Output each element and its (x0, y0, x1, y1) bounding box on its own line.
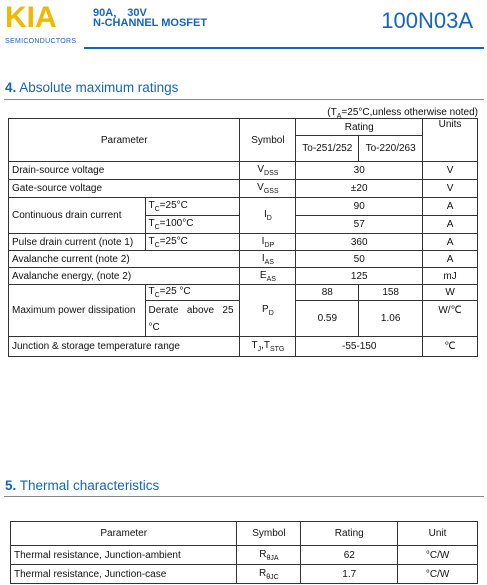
section5-number: 5. (5, 478, 17, 493)
unit-cell: W (423, 285, 478, 301)
symbol-cell: $E_{AS}$ (240, 268, 296, 285)
rating-cell: 1.06 (359, 301, 423, 337)
param-cell: Thermal resistance, Junction-ambient (11, 546, 237, 565)
table-row (9, 180, 478, 198)
symbol-cell: $V_{DSS}$ (240, 162, 296, 180)
param-cell: Maximum power dissipation (9, 285, 146, 337)
unit-cell: V (423, 180, 478, 198)
rating-cell: 1.7 (301, 565, 398, 584)
unit-cell: mJ (423, 268, 478, 285)
table-row (9, 234, 478, 251)
rating-cell: 88 (296, 285, 359, 301)
param-cell: Avalanche energy, (note 2) (9, 268, 240, 285)
rating-cell: 30 (296, 162, 423, 180)
symbol-cell: $I_{DP}$ (240, 234, 296, 251)
header-units: Units (423, 119, 478, 162)
page-header (0, 0, 487, 50)
unit-cell: °C/W (398, 546, 478, 565)
param-cell: Junction & storage temperature range (9, 337, 240, 357)
condition-cell: Derate above 25 °C (145, 301, 240, 337)
logo-subtitle: SEMICONDUCTORS (5, 38, 77, 45)
header-unit: Unit (398, 522, 478, 546)
rating-cell: 0.59 (296, 301, 359, 337)
unit-cell: V (423, 162, 478, 180)
header-parameter: Parameter (9, 119, 240, 162)
condition-cell: $T_C=100^\circ C$ (145, 216, 240, 234)
param-cell: Drain-source voltage (9, 162, 240, 180)
symbol-cell: $P_D$ (240, 285, 296, 337)
rating-cell: -55-150 (296, 337, 423, 357)
section4-title-text: Absolute maximum ratings (16, 80, 179, 95)
table-row (9, 162, 478, 180)
table-row (9, 337, 478, 357)
symbol-cell: $I_D$ (240, 198, 296, 234)
condition-cell: $T_C=25^\circ C$ (145, 198, 240, 216)
section4-title (5, 80, 178, 95)
header-parameter: Parameter (11, 522, 237, 546)
table-row (11, 546, 478, 565)
rating-cell: 360 (296, 234, 423, 251)
section4-number: 4. (5, 80, 17, 95)
header-rating: Rating (301, 522, 398, 546)
condition-cell: $T_C=25$ °C (145, 285, 240, 301)
unit-cell: A (423, 234, 478, 251)
unit-cell: °C/W (398, 565, 478, 584)
spec-type: N-CHANNEL MOSFET (93, 17, 208, 29)
header-rule (84, 47, 484, 49)
header-pkg2: To-220/263 (359, 136, 423, 162)
absolute-max-table (8, 118, 478, 357)
unit-cell: A (423, 251, 478, 268)
table-row (9, 251, 478, 268)
condition-cell: $T_C=25^\circ C$ (145, 234, 240, 251)
symbol-cell: $R_{\theta JA}$ (237, 546, 301, 565)
rating-cell: 90 (296, 198, 423, 216)
rating-cell: 125 (296, 268, 423, 285)
param-cell: Continuous drain current (9, 198, 146, 234)
section5-title-text: Thermal characteristics (16, 478, 160, 493)
conditions-note: ($T_A=25^\circ C,unless$ otherwise noted) (327, 107, 478, 120)
symbol-cell: $T_J,T_{STG}$ (240, 337, 296, 357)
unit-cell: A (423, 198, 478, 216)
table-row (9, 198, 478, 216)
table-row (9, 268, 478, 285)
rating-cell: 57 (296, 216, 423, 234)
rating-cell: 158 (359, 285, 423, 301)
header-symbol: Symbol (240, 119, 296, 162)
param-cell: Thermal resistance, Junction-case (11, 565, 237, 584)
rating-cell: 50 (296, 251, 423, 268)
section5-rule (4, 496, 484, 497)
company-logo: KIA (5, 1, 57, 34)
part-number: 100N03A (381, 8, 473, 33)
rating-cell: ±20 (296, 180, 423, 198)
param-cell: Gate-source voltage (9, 180, 240, 198)
header-symbol: Symbol (237, 522, 301, 546)
rating-cell: 62 (301, 546, 398, 565)
unit-cell: ℃ (423, 337, 478, 357)
table-row (11, 565, 478, 584)
spec-rating: 90A， 30V (93, 7, 147, 19)
header-rating: Rating (296, 119, 423, 136)
symbol-cell: $V_{GSS}$ (240, 180, 296, 198)
section5-title (5, 478, 159, 493)
symbol-cell: $I_{AS}$ (240, 251, 296, 268)
table-row (9, 285, 478, 301)
unit-cell: A (423, 216, 478, 234)
param-cell: Pulse drain current (note 1) (9, 234, 146, 251)
section4-rule (4, 99, 484, 100)
unit-cell: W/℃ (423, 301, 478, 337)
symbol-cell: $R_{\theta JC}$ (237, 565, 301, 584)
thermal-table (10, 521, 478, 584)
header-pkg1: To-251/252 (296, 136, 359, 162)
param-cell: Avalanche current (note 2) (9, 251, 240, 268)
